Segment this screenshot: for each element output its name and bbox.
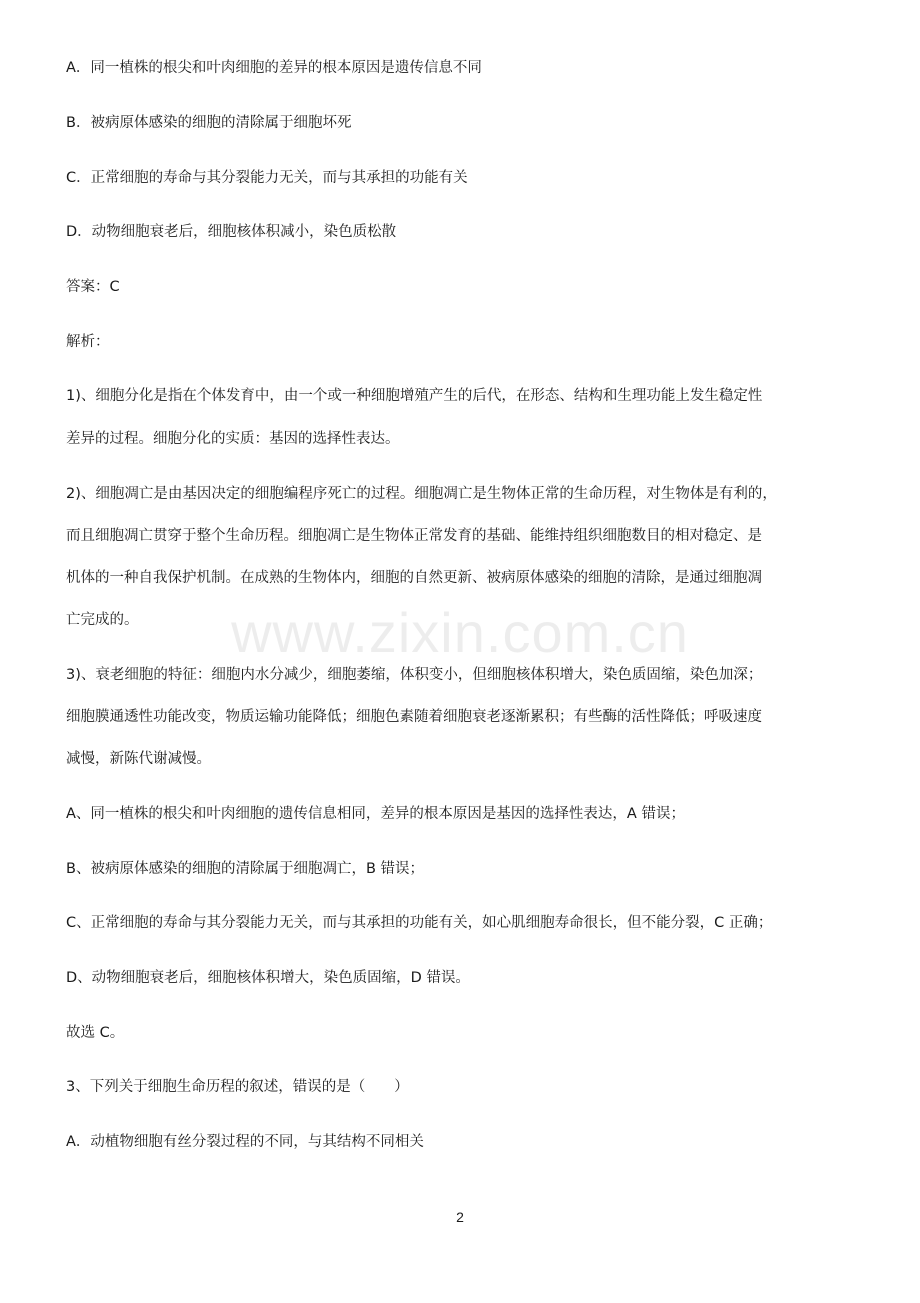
explanation-a: A、同一植株的根尖和叶肉细胞的遗传信息相同，差异的根本原因是基因的选择性表达，A 错误； bbox=[66, 806, 685, 822]
analysis-point-2-cont: 亡完成的。 bbox=[66, 612, 139, 628]
option-a-text: A．同一植株的根尖和叶肉细胞的差异的根本原因是遗传信息不同 bbox=[66, 60, 482, 76]
option-b-text: B．被病原体感染的细胞的清除属于细胞坏死 bbox=[66, 115, 352, 131]
analysis-point-2: 2)、细胞凋亡是由基因决定的细胞编程序死亡的过程。细胞凋亡是生物体正常的生命历程，对生物体是有利的， bbox=[66, 486, 777, 502]
explanation-c: C、正常细胞的寿命与其分裂能力无关，而与其承担的功能有关，如心肌细胞寿命很长，但不能分裂，C 正确； bbox=[66, 915, 773, 931]
analysis-point-1: 1)、细胞分化是指在个体发育中，由一个或一种细胞增殖产生的后代，在形态、结构和生理功能上发生稳定性 bbox=[66, 388, 763, 404]
answer-line: 答案：C bbox=[66, 279, 120, 295]
explanation-d: D、动物细胞衰老后，细胞核体积增大，染色质固缩，D 错误。 bbox=[66, 970, 470, 986]
conclusion-line: 故选 C。 bbox=[66, 1025, 125, 1041]
analysis-point-2-cont: 而且细胞凋亡贯穿于整个生命历程。细胞凋亡是生物体正常发育的基础、能维持组织细胞数目的相对稳定、是 bbox=[66, 528, 762, 544]
page-number: 2 bbox=[456, 1209, 464, 1225]
option-c-text: C．正常细胞的寿命与其分裂能力无关，而与其承担的功能有关 bbox=[66, 170, 468, 186]
question-3-stem: 3、下列关于细胞生命历程的叙述，错误的是（ ） bbox=[66, 1079, 409, 1095]
analysis-point-1-cont: 差异的过程。细胞分化的实质：基因的选择性表达。 bbox=[66, 431, 400, 447]
analysis-point-3: 3)、衰老细胞的特征：细胞内水分减少，细胞萎缩，体积变小，但细胞核体积增大，染色质固缩，染色加深； bbox=[66, 667, 763, 683]
watermark: www.zixin.com.cn bbox=[231, 601, 689, 664]
analysis-point-3-cont: 细胞膜通透性功能改变，物质运输功能降低；细胞色素随着细胞衰老逐渐累积；有些酶的活性降低；呼吸速度 bbox=[66, 709, 762, 725]
option-d-text: D．动物细胞衰老后，细胞核体积减小，染色质松散 bbox=[66, 224, 397, 240]
analysis-point-2-cont: 机体的一种自我保护机制。在成熟的生物体内，细胞的自然更新、被病原体感染的细胞的清除，是通过细胞凋 bbox=[66, 570, 762, 586]
analysis-heading: 解析： bbox=[66, 334, 110, 350]
analysis-point-3-cont: 减慢，新陈代谢减慢。 bbox=[66, 751, 211, 767]
explanation-b: B、被病原体感染的细胞的清除属于细胞凋亡，B 错误； bbox=[66, 861, 425, 877]
question-3-option-a: A．动植物细胞有丝分裂过程的不同，与其结构不同相关 bbox=[66, 1134, 424, 1150]
